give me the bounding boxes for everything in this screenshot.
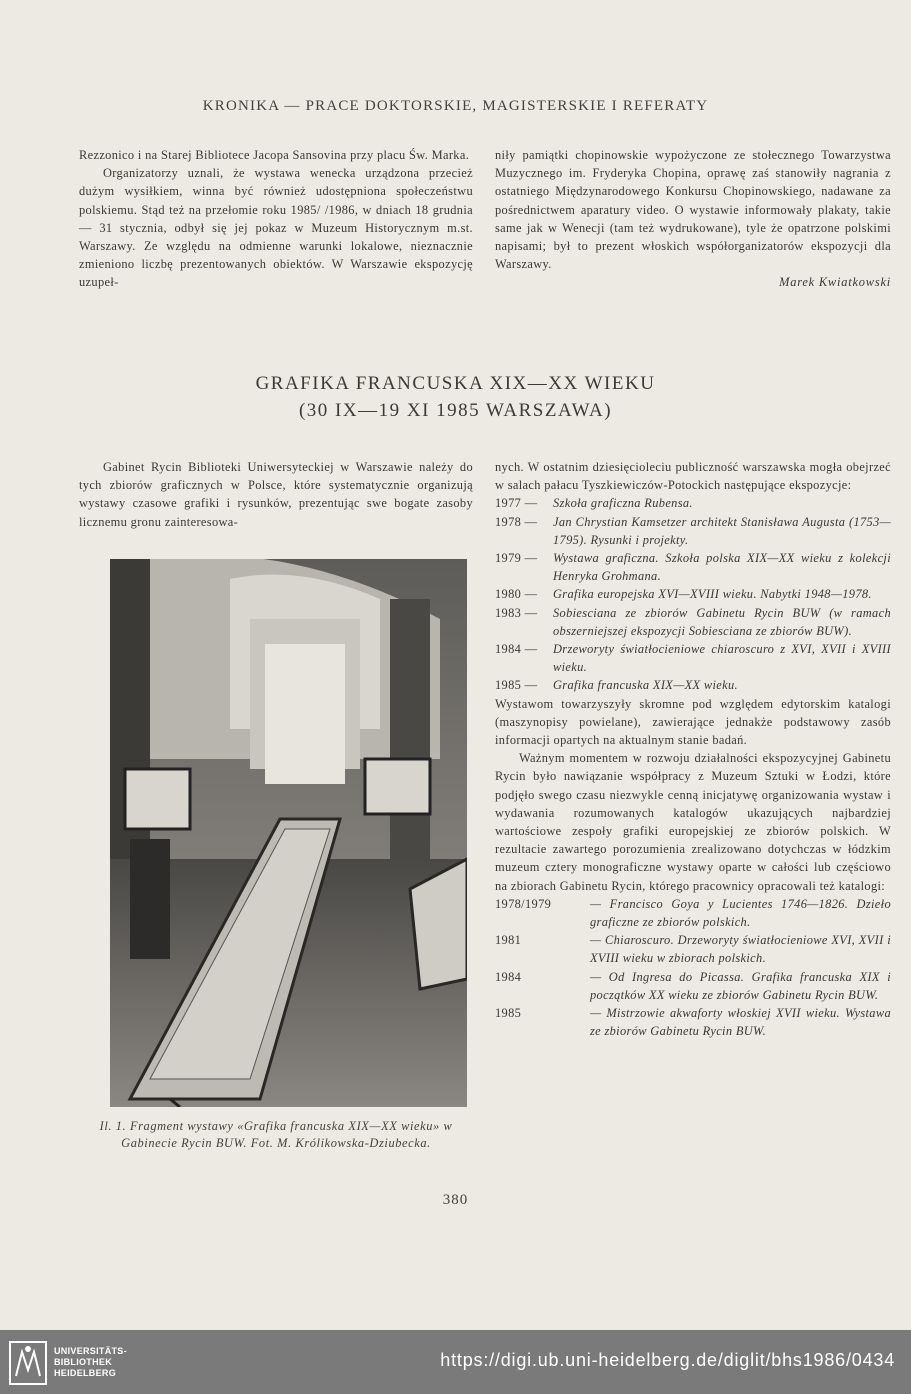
exhibition-hall-image xyxy=(110,559,467,1107)
list-item xyxy=(495,968,891,1004)
author-signature: Marek Kwiatkowski xyxy=(779,275,891,290)
list-item xyxy=(495,640,891,676)
paragraph: Gabinet Rycin Biblioteki Uniwersyteckiej w Warszawie należy do tych zbiorów graficznych w Polsce, które systematycznie organizują wystawy czasowe grafiki i rysunków, prezentując swe bogate zasoby licznemu gronu zainteresowa- xyxy=(79,460,473,529)
exhibition-title: Grafika europejska XVI—XVIII wieku. Nabytki 1948—1978. xyxy=(553,587,872,602)
page-number: 380 xyxy=(442,1192,469,1208)
paragraph: Ważnym momentem w rozwoju działalności ekspozycyjnej Gabinetu Rycin było nawiązanie współpracy z Muzeum Sztuki w Łodzi, które podjęło swego czasu niezwykle cenną inicjatywę organizowania wystaw i wydawania rozumowanych katalogów ukazujących najbardziej wartościowe zespoły grafiki europejskiej ze zbiorów polskich. W rezultacie zawartego porozumienia zrealizowano dotychczas w łódzkim muzeum cztery monograficzne wystawy oparte w całości lub częściowo na zbiorach Gabinetu Rycin, którego pracownicy opracowali też katalogi: xyxy=(495,751,891,893)
title-line: GRAFIKA FRANCUSKA XIX—XX WIEKU xyxy=(255,373,656,394)
list-item xyxy=(495,494,891,512)
catalogue-title: — Mistrzowie akwaforty włoskiej XVII wieku. Wystawa ze zbiorów Gabinetu Rycin BUW. xyxy=(590,1006,891,1039)
paragraph: Organizatorzy uznali, że wystawa wenecka urządzona przecież dużym wysiłkiem, winna być również udostępniona społeczeństwu polskiemu. Stąd też na przełomie roku 1985/ /1986, w dniach 18 grudnia — 31 stycznia, odbył się jej pokaz w Muzeum Historycznym m.st. Warszawy. Ze względu na odmienne warunki lokalowe, nieznacznie zmieniono liczbę prezentowanych obiektów. W Warszawie ekspozycję uzupeł- xyxy=(79,166,473,290)
photo-caption: Il. 1. Fragment wystawy «Grafika francuska XIX—XX wieku» w Gabinecie Rycin BUW. Fot. M. Królikowska-Dziubecka. xyxy=(99,1119,453,1150)
paragraph: Wystawom towarzyszyły skromne pod względem edytorskim katalogi (maszynopisy powielane), zawierające jednakże podstawowy zasób informacji opartych na aktualnym stanie badań. xyxy=(495,696,891,748)
year: 1985 — xyxy=(495,678,538,693)
exhibition-title: Wystawa graficzna. Szkoła polska XIX—XX wieku z kolekcji Henryka Grohmana. xyxy=(553,551,891,584)
year: 1980 — xyxy=(495,587,538,602)
year: 1978 — xyxy=(495,514,538,529)
year: 1984 — xyxy=(495,642,538,657)
exhibition-photo xyxy=(110,559,467,1107)
list-item xyxy=(495,585,891,603)
library-footer-bar xyxy=(0,1330,911,1394)
exhibition-title: Jan Chrystian Kamsetzer architekt Stanisława Augusta (1753—1795). Rysunki i projekty. xyxy=(553,514,891,547)
paragraph: nych. W ostatnim dziesięcioleciu publiczność warszawska mogła obejrzeć w salach pałacu Tyszkiewiczów-Potockich następujące ekspozycje: xyxy=(495,460,891,493)
exhibition-title: Sobiesciana ze zbiorów Gabinetu Rycin BUW (w ramach obszerniejszej ekspozycji Sobiesciana ze zbiorów BUW). xyxy=(553,605,891,638)
right-column xyxy=(495,458,891,1041)
library-name-line: BIBLIOTHEK xyxy=(54,1357,112,1367)
list-item xyxy=(495,676,891,694)
intro-column xyxy=(79,458,473,531)
library-name xyxy=(54,1346,127,1379)
list-item xyxy=(495,1004,891,1040)
library-name-line: UNIVERSITÄTS- xyxy=(54,1346,127,1356)
exhibition-title: Grafika francuska XIX—XX wieku. xyxy=(553,678,738,693)
year: 1977 — xyxy=(495,496,538,511)
permalink-url[interactable]: https://digi.ub.uni-heidelberg.de/diglit/bhs1986/0434 xyxy=(440,1350,895,1370)
running-head: KRONIKA — PRACE DOKTORSKIE, MAGISTERSKIE I REFERATY xyxy=(202,98,709,114)
list-item xyxy=(495,604,891,640)
year: 1981 xyxy=(495,933,522,948)
paragraph: niły pamiątki chopinowskie wypożyczone ze stołecznego Towarzystwa Muzycznego im. Fryderyka Chopina, oprawę zaś stanowiły nagrania z ostatniego Międzynarodowego Konkursu Chopinowskiego, nadawane za pośrednictwem aparatury video. O wystawie informowały plakaty, takie same jak w Wenecji (tam też wydrukowane), tyle że opatrzone polskimi napisami; był to prezent włoskich współorganizatorów ekspozycji dla Warszawy. xyxy=(495,148,891,272)
catalogue-title: — Chiaroscuro. Drzeworyty światłocieniowe XVI, XVII i XVIII wieku w zbiorach polskich. xyxy=(590,933,891,966)
list-item xyxy=(495,513,891,549)
year: 1985 xyxy=(495,1006,522,1021)
year: 1983 — xyxy=(495,605,538,620)
list-item xyxy=(495,549,891,585)
exhibition-title: Szkoła graficzna Rubensa. xyxy=(553,496,693,511)
university-library-logo-icon xyxy=(8,1340,48,1386)
article-title xyxy=(0,370,911,424)
library-name-line: HEIDELBERG xyxy=(54,1368,117,1378)
exhibition-title: Drzeworyty światłocieniowe chiaroscuro z XVI, XVII i XVIII wieku. xyxy=(553,642,891,675)
year: 1978/1979 xyxy=(495,896,552,911)
top-right-column xyxy=(495,146,891,292)
catalogue-title: — Od Ingresa do Picassa. Grafika francuska XIX i początków XX wieku ze zbiorów Gabinetu Rycin BUW. xyxy=(590,969,891,1002)
year: 1979 — xyxy=(495,551,538,566)
year: 1984 xyxy=(495,969,522,984)
paragraph: Rezzonico i na Starej Bibliotece Jacopa Sansovina przy placu Św. Marka. xyxy=(79,148,470,162)
catalogue-title: — Francisco Goya y Lucientes 1746—1826. Dzieło graficzne ze zbiorów polskich. xyxy=(590,896,891,930)
title-dates: (30 IX—19 XI 1985 WARSZAWA) xyxy=(298,400,613,421)
list-item xyxy=(495,895,891,931)
top-left-column xyxy=(79,146,473,292)
list-item xyxy=(495,931,891,967)
